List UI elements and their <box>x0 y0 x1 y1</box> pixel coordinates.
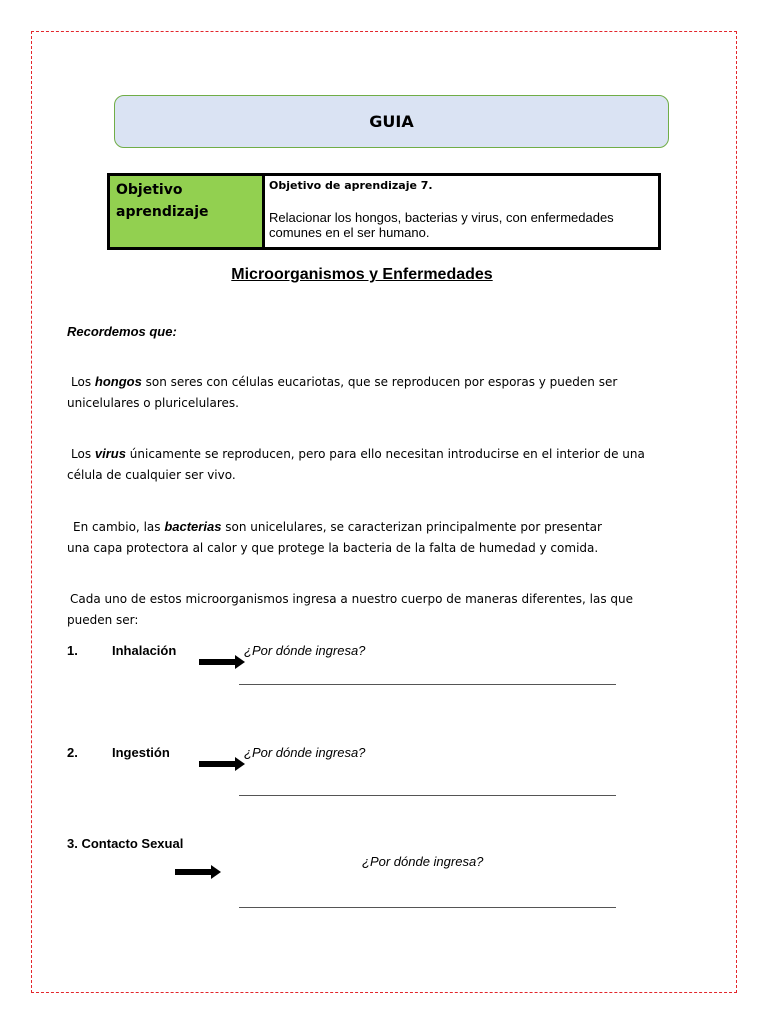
answer-line-3[interactable] <box>239 907 616 908</box>
objective-content <box>264 175 660 249</box>
item-label-contacto-sexual <box>67 836 183 851</box>
keyword-virus: virus <box>94 446 126 461</box>
item-label-inhalacion: Inhalación <box>112 643 177 658</box>
question-1: ¿Por dónde ingresa? <box>244 643 366 658</box>
keyword-bacterias: bacterias <box>164 519 222 534</box>
title-box <box>114 95 669 148</box>
paragraph-hongos <box>67 371 667 414</box>
objective-heading: Objetivo de aprendizaje 7. <box>269 179 433 192</box>
arrow-right-icon <box>175 865 221 879</box>
answer-line-2[interactable] <box>239 795 616 796</box>
arrow-right-icon <box>199 655 245 669</box>
paragraph-closing: Cada uno de estos microorganismos ingresa a nuestro cuerpo de maneras diferentes, las que pueden ser: <box>67 592 634 627</box>
paragraph-bacterias <box>67 516 627 559</box>
paragraph-virus <box>67 443 667 486</box>
item-label-text: Contacto Sexual <box>81 836 184 851</box>
item-number-3: 3. <box>67 836 78 851</box>
paragraph-text: Los <box>71 447 95 461</box>
objective-table <box>107 173 661 250</box>
paragraph-text: son unicelulares, se caracterizan principalmente por presentar una capa protectora al calor y que protege la bacteria de la falta de humedad y comida. <box>67 520 602 555</box>
item-label-ingestion: Ingestión <box>112 745 170 760</box>
paragraph-text: En cambio, las <box>73 520 165 534</box>
objective-label: Objetivo aprendizaje <box>109 175 264 249</box>
section-title: Microorganismos y Enfermedades <box>231 266 493 283</box>
paragraph-text: únicamente se reproducen, pero para ello necesitan introducirse en el interior de una célula de cualquier ser vivo. <box>67 447 645 482</box>
intro-heading: Recordemos que: <box>67 324 177 339</box>
question-3: ¿Por dónde ingresa? <box>362 854 484 869</box>
item-number-2: 2. <box>67 745 78 760</box>
answer-line-1[interactable] <box>239 684 616 685</box>
keyword-hongos: hongos <box>94 374 142 389</box>
paragraph-text: Los <box>71 375 95 389</box>
objective-text: Relacionar los hongos, bacterias y virus, con enfermedades comunes en el ser humano. <box>269 210 614 240</box>
arrow-right-icon <box>199 757 245 771</box>
question-2: ¿Por dónde ingresa? <box>244 745 366 760</box>
paragraph-text: son seres con células eucariotas, que se reproducen por esporas y pueden ser unicelulares o pluricelulares. <box>67 375 618 410</box>
item-number-1: 1. <box>67 643 78 658</box>
page-title: GUIA <box>369 112 414 131</box>
